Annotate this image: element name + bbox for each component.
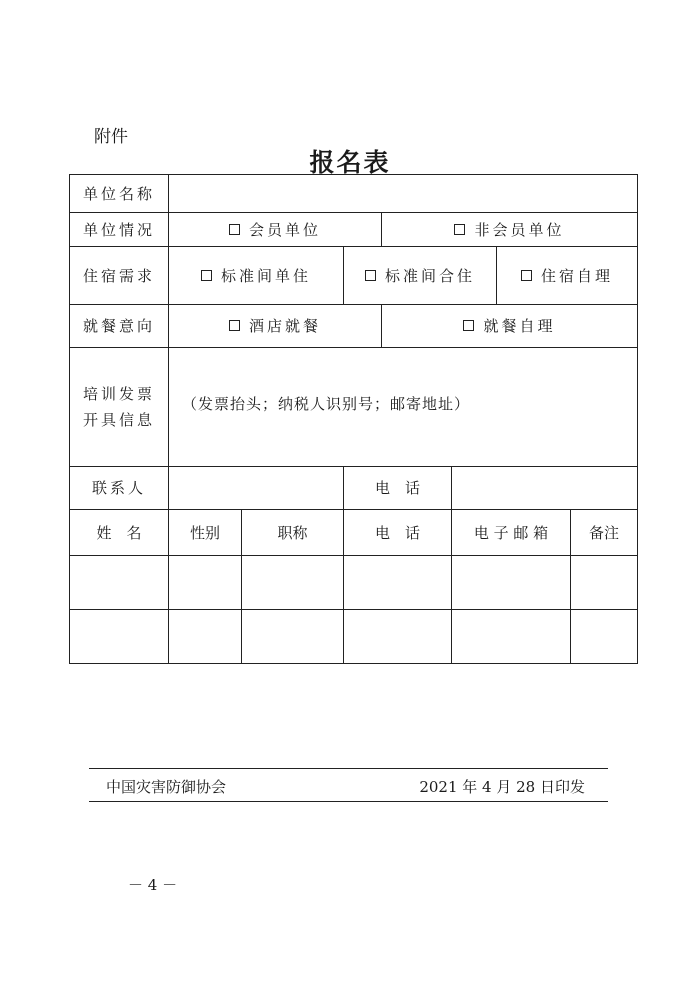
unit-name-label: 单位名称 — [82, 185, 155, 203]
non-member-unit-option[interactable] — [382, 212, 637, 246]
checkbox-icon[interactable] — [201, 270, 212, 281]
checkbox-icon[interactable] — [521, 270, 532, 281]
dining-label: 就餐意向 — [82, 317, 155, 335]
checkbox-icon[interactable] — [463, 320, 474, 331]
footer-top-rule — [89, 768, 608, 769]
invoice-label — [70, 347, 168, 466]
column-header-title: 职称 — [277, 523, 308, 542]
page-number: － 4 － — [128, 876, 178, 894]
checkbox-icon[interactable] — [229, 320, 240, 331]
option-label: 标准间单住 — [220, 266, 311, 285]
column-header-name: 姓 名 — [96, 523, 142, 542]
standard-single-option[interactable] — [169, 246, 343, 304]
invoice-label-line1: 培训发票 — [82, 384, 155, 403]
footer-bottom-rule — [89, 801, 608, 802]
invoice-label-line2: 开具信息 — [82, 410, 155, 429]
issuer-name: 中国灾害防御协会 — [106, 778, 227, 796]
option-label: 住宿自理 — [540, 266, 613, 285]
lodging-label: 住宿需求 — [82, 266, 155, 285]
column-header-gender: 性别 — [189, 523, 220, 542]
option-label: 就餐自理 — [483, 317, 556, 335]
contact-label: 联系人 — [91, 479, 146, 497]
self-dining-option[interactable] — [382, 304, 637, 347]
invoice-info-field[interactable] — [182, 347, 632, 466]
invoice-hint: （发票抬头；纳税人识别号；邮寄地址） — [182, 395, 471, 413]
column-header-remarks: 备注 — [588, 523, 619, 542]
hotel-dining-option[interactable] — [169, 304, 381, 347]
column-header-phone: 电 话 — [374, 523, 420, 542]
attachment-label: 附件 — [94, 127, 128, 147]
option-label: 标准间合住 — [384, 266, 475, 285]
table-row[interactable] — [70, 610, 637, 663]
column-header-email: 电 子 邮 箱 — [473, 523, 549, 542]
option-label: 酒店就餐 — [248, 317, 321, 335]
contact-field[interactable] — [169, 466, 343, 509]
checkbox-icon[interactable] — [365, 270, 376, 281]
table-row[interactable] — [70, 556, 637, 609]
unit-name-field[interactable] — [169, 175, 637, 212]
option-label: 会员单位 — [248, 220, 321, 239]
checkbox-icon[interactable] — [454, 224, 465, 235]
unit-status-label: 单位情况 — [82, 220, 155, 239]
phone-label: 电 话 — [374, 479, 420, 497]
standard-shared-option[interactable] — [344, 246, 496, 304]
member-unit-option[interactable] — [169, 212, 381, 246]
self-arranged-lodging-option[interactable] — [497, 246, 637, 304]
phone-field[interactable] — [452, 466, 637, 509]
option-label: 非会员单位 — [474, 220, 565, 239]
issue-date: 2021 年 4 月 28 日印发 — [419, 778, 585, 796]
checkbox-icon[interactable] — [229, 224, 240, 235]
registration-table — [69, 174, 638, 664]
form-title: 报名表 — [309, 148, 391, 177]
